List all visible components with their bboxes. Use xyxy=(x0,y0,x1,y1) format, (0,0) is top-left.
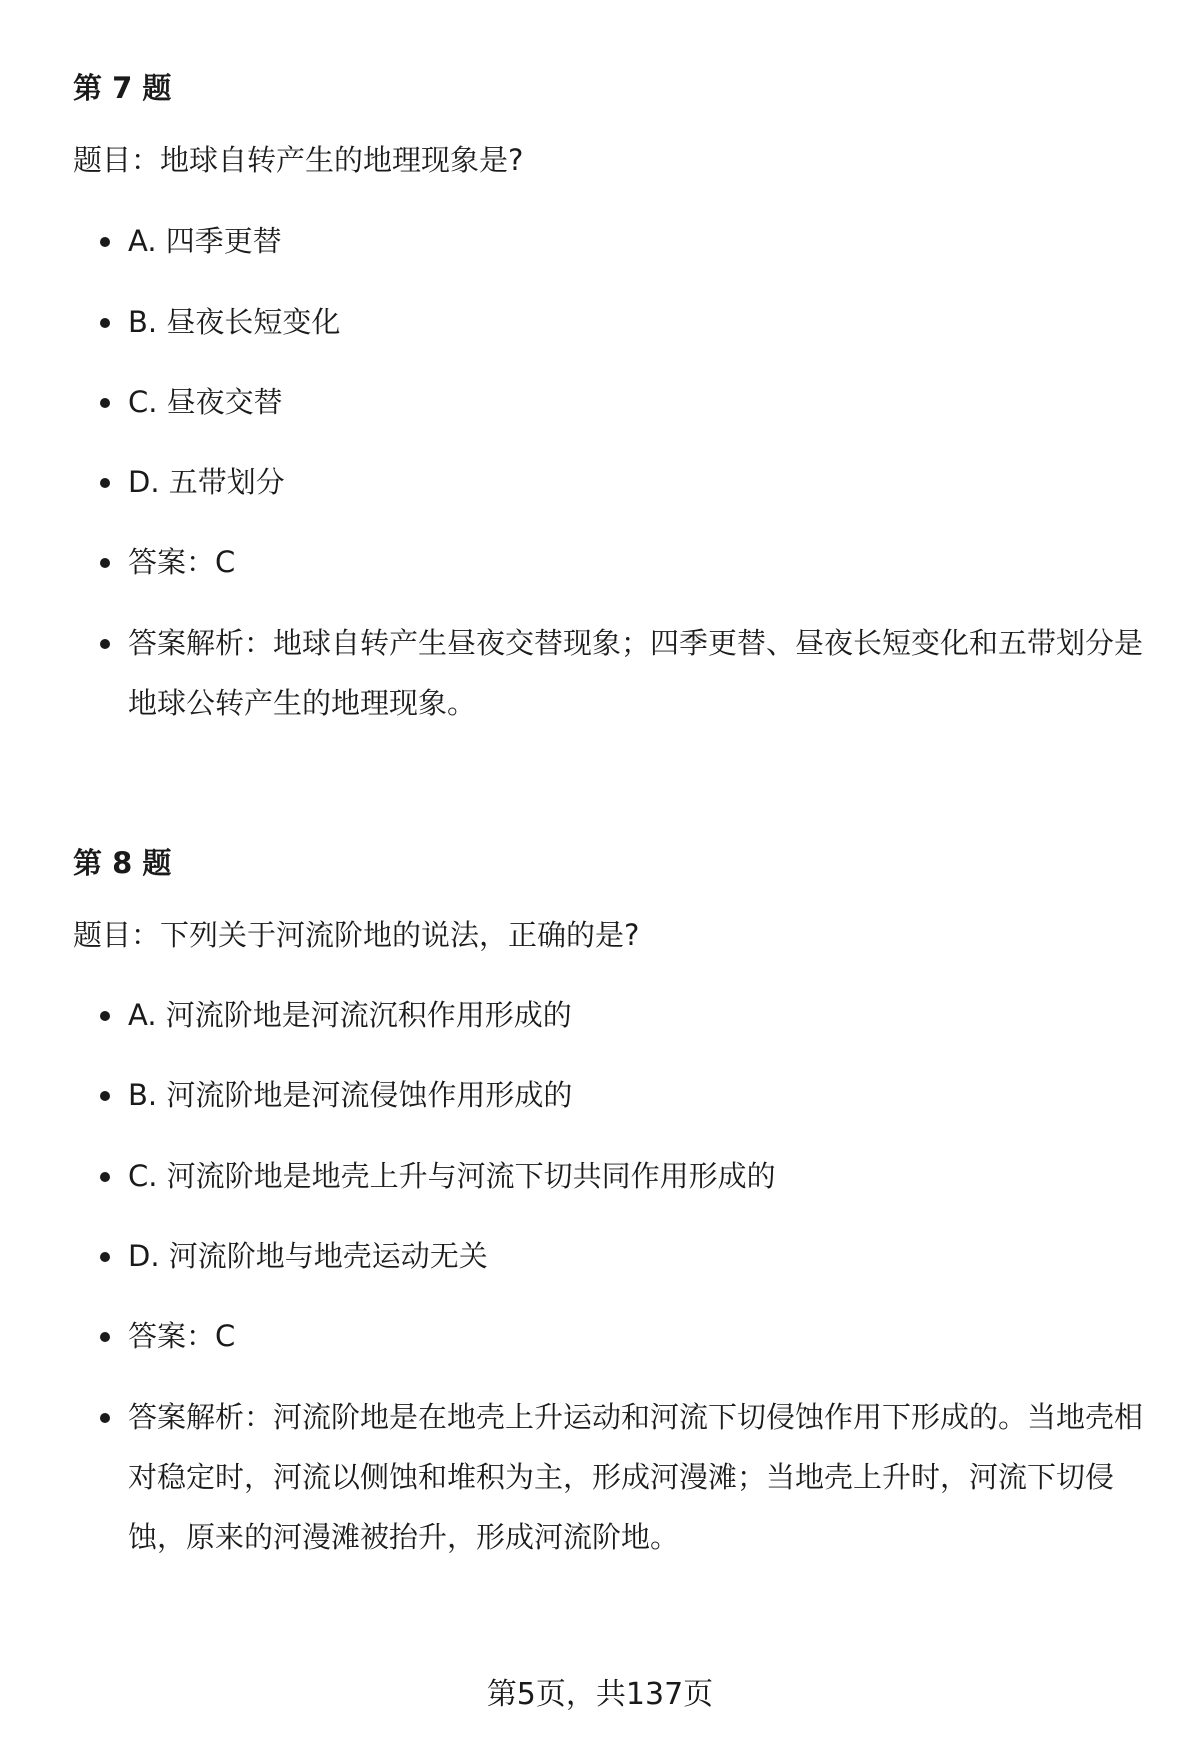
question-8-stem: 题目：下列关于河流阶地的说法，正确的是? xyxy=(73,918,640,952)
bullet-icon xyxy=(100,639,110,649)
question-8-option-a xyxy=(128,985,1148,1045)
bullet-icon xyxy=(100,318,110,328)
question-8-analysis xyxy=(128,1387,1148,1567)
bullet-icon xyxy=(100,478,110,488)
question-8-answer xyxy=(128,1306,1148,1366)
bullet-icon xyxy=(100,1011,110,1021)
answer-text: 答案：C xyxy=(128,545,236,579)
question-8-option-d xyxy=(128,1226,1148,1286)
bullet-icon xyxy=(100,1091,110,1101)
question-8-option-c xyxy=(128,1146,1148,1206)
analysis-text: 答案解析：河流阶地是在地壳上升运动和河流下切侵蚀作用下形成的。当地壳相对稳定时，河流以侧蚀和堆积为主，形成河漫滩；当地壳上升时，河流下切侵蚀，原来的河漫滩被抬升，形成河流阶地。 xyxy=(128,1400,1144,1554)
question-7-option-c xyxy=(128,372,1148,432)
bullet-icon xyxy=(100,1332,110,1342)
question-7-option-b xyxy=(128,292,1148,352)
question-7-option-d xyxy=(128,452,1148,512)
question-7-analysis xyxy=(128,613,1148,733)
bullet-icon xyxy=(100,1172,110,1182)
option-text: A. 河流阶地是河流沉积作用形成的 xyxy=(128,998,572,1032)
bullet-icon xyxy=(100,1413,110,1423)
option-text: B. 昼夜长短变化 xyxy=(128,305,341,339)
bullet-icon xyxy=(100,398,110,408)
analysis-text: 答案解析：地球自转产生昼夜交替现象；四季更替、昼夜长短变化和五带划分是地球公转产生的地理现象。 xyxy=(128,626,1144,720)
question-7-stem: 题目：地球自转产生的地理现象是? xyxy=(73,143,524,177)
question-7-title: 第 7 题 xyxy=(73,71,172,105)
option-text: D. 河流阶地与地壳运动无关 xyxy=(128,1239,488,1273)
answer-text: 答案：C xyxy=(128,1319,236,1353)
question-8-option-b xyxy=(128,1065,1148,1125)
option-text: B. 河流阶地是河流侵蚀作用形成的 xyxy=(128,1078,573,1112)
option-text: D. 五带划分 xyxy=(128,465,285,499)
option-text: A. 四季更替 xyxy=(128,224,282,258)
question-7-answer xyxy=(128,532,1148,592)
question-8-title: 第 8 题 xyxy=(73,846,172,880)
bullet-icon xyxy=(100,1252,110,1262)
bullet-icon xyxy=(100,558,110,568)
page-footer: 第5页，共137页 xyxy=(486,1677,714,1712)
option-text: C. 昼夜交替 xyxy=(128,385,283,419)
question-7-option-a xyxy=(128,211,1148,271)
option-text: C. 河流阶地是地壳上升与河流下切共同作用形成的 xyxy=(128,1159,776,1193)
bullet-icon xyxy=(100,237,110,247)
